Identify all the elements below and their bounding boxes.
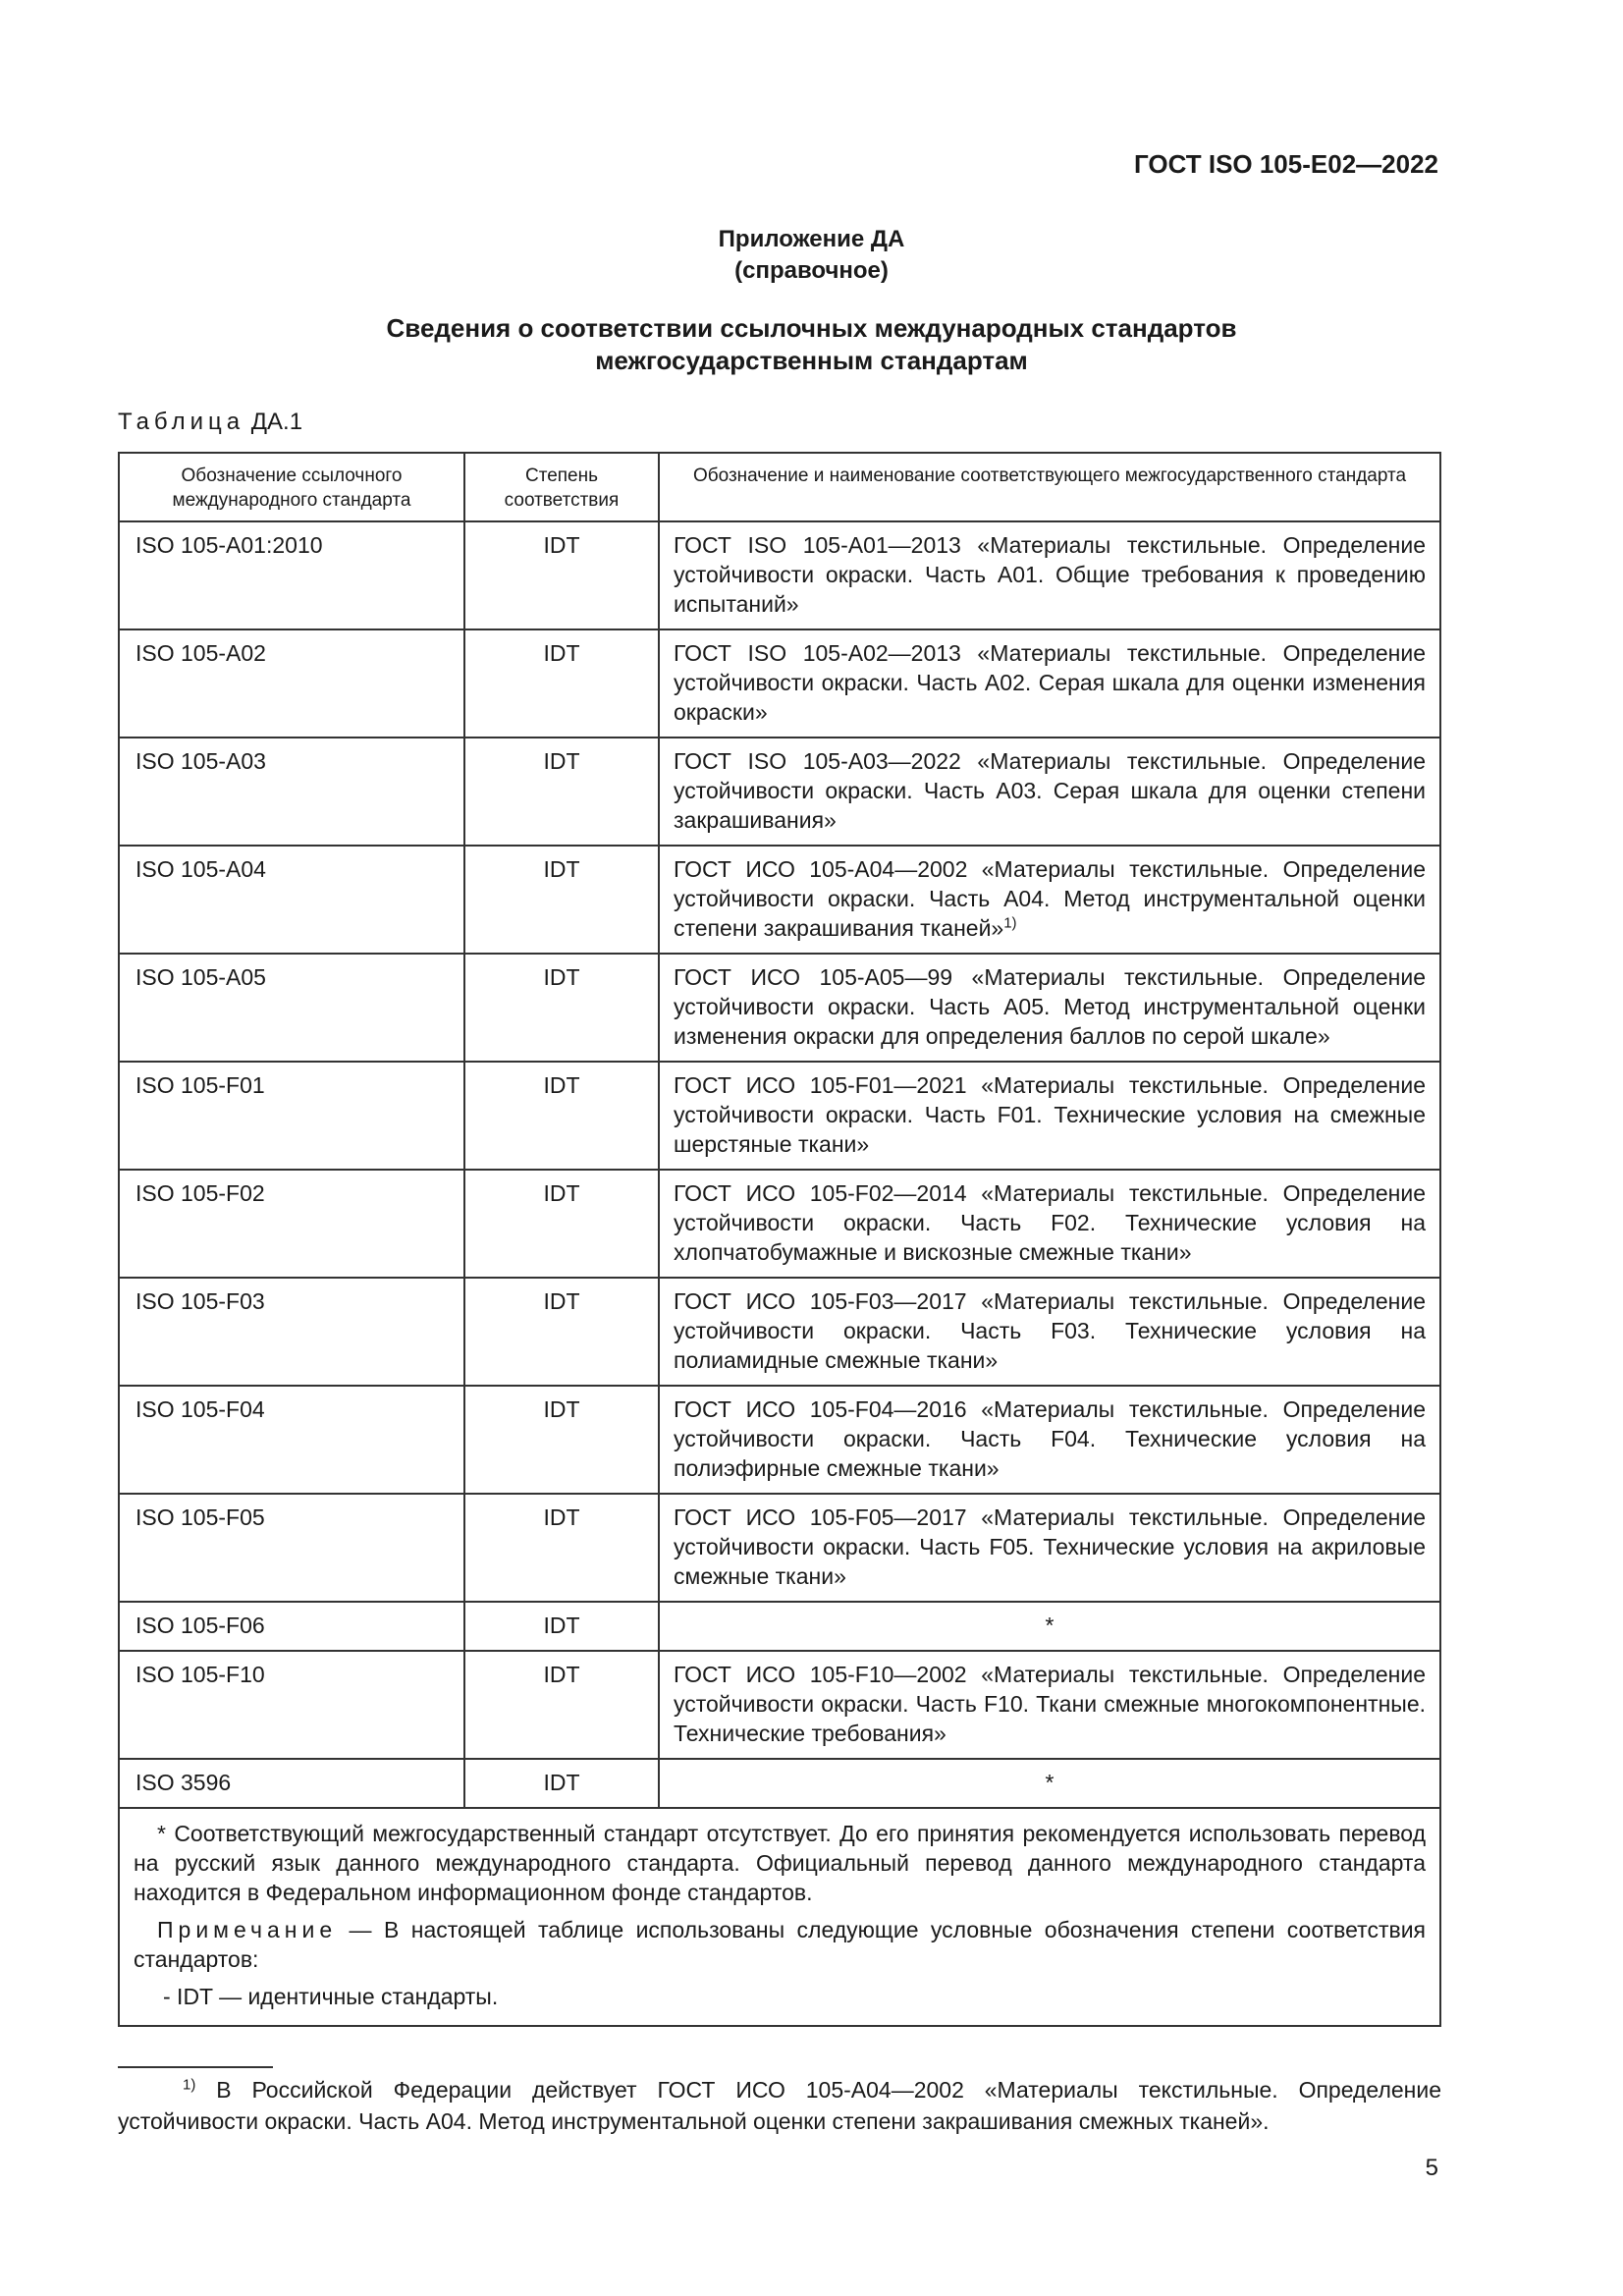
national-standard-cell bbox=[659, 846, 1440, 954]
national-standard-text: ГОСТ ИСО 105-A05—99 «Материалы текстильные. Определение устойчивости окраски. Часть А05. Метод инструментальной оценки изменения окраски для определения баллов по серой шкале» bbox=[674, 964, 1426, 1049]
national-standard-cell bbox=[659, 1651, 1440, 1759]
national-standard-cell bbox=[659, 1170, 1440, 1278]
national-standard-cell bbox=[659, 1494, 1440, 1602]
reference-standard-cell: ISO 105-F01 bbox=[119, 1062, 464, 1170]
reference-standard-cell: ISO 105-F06 bbox=[119, 1602, 464, 1651]
reference-standard-cell: ISO 105-F03 bbox=[119, 1278, 464, 1386]
footnote-marker: 1) bbox=[183, 2076, 196, 2094]
asterisk-note: * Соответствующий межгосударственный стандарт отсутствует. До его принятия рекомендуется использовать перевод на русский язык данного международного стандарта. Официальный перевод данного международного стандарта находится в Федеральном информационном фонде стандартов. bbox=[134, 1821, 1426, 1905]
table-caption-id: ДА.1 bbox=[250, 409, 303, 435]
table-row bbox=[119, 738, 1440, 846]
degree-cell: IDT bbox=[464, 1386, 659, 1494]
degree-cell: IDT bbox=[464, 1651, 659, 1759]
title-line-2: межгосударственным стандартам bbox=[595, 346, 1028, 375]
national-standard-text: ГОСТ ИСО 105-F02—2014 «Материалы текстильные. Определение устойчивости окраски. Часть F02. Технические условия на хлопчатобумажные и вискозные смежные ткани» bbox=[674, 1180, 1426, 1265]
page-number: 5 bbox=[1425, 2155, 1438, 2181]
note-label: Примечание bbox=[157, 1917, 338, 1942]
degree-cell: IDT bbox=[464, 1759, 659, 1808]
table-row bbox=[119, 954, 1440, 1062]
table-row bbox=[119, 1494, 1440, 1602]
correspondence-table bbox=[118, 452, 1441, 2027]
note-paragraph bbox=[134, 1915, 1426, 1974]
degree-cell: IDT bbox=[464, 954, 659, 1062]
table-row bbox=[119, 521, 1440, 629]
national-standard-text: ГОСТ ИСО 105-A04—2002 «Материалы текстильные. Определение устойчивости окраски. Часть А04. Метод инструментальной оценки степени закрашивания тканей» bbox=[674, 856, 1426, 941]
table-row bbox=[119, 846, 1440, 954]
table-row bbox=[119, 1651, 1440, 1759]
document-code: ГОСТ ISO 105-E02—2022 bbox=[1133, 149, 1438, 179]
title-line-1: Сведения о соответствии ссылочных международных стандартов bbox=[386, 313, 1237, 343]
national-standard-text: ГОСТ ISO 105-A01—2013 «Материалы текстильные. Определение устойчивости окраски. Часть А01. Общие требования к проведению испытаний» bbox=[674, 532, 1426, 617]
table-notes bbox=[119, 1808, 1440, 2026]
degree-cell: IDT bbox=[464, 1278, 659, 1386]
table-row bbox=[119, 1602, 1440, 1651]
note-text: — В настоящей таблице использованы следующие условные обозначения степени соответствия стандартов: bbox=[134, 1917, 1426, 1972]
national-standard-cell bbox=[659, 1386, 1440, 1494]
table-row bbox=[119, 1386, 1440, 1494]
reference-standard-cell: ISO 105-F02 bbox=[119, 1170, 464, 1278]
table-row bbox=[119, 1278, 1440, 1386]
degree-cell: IDT bbox=[464, 1602, 659, 1651]
national-standard-text: ГОСТ ISO 105-A03—2022 «Материалы текстильные. Определение устойчивости окраски. Часть А03. Серая шкала для оценки степени закрашивания» bbox=[674, 748, 1426, 833]
national-standard-text: * bbox=[1045, 1613, 1055, 1638]
footnote-text: В Российской Федерации действует ГОСТ ИСО 105-A04—2002 «Материалы текстильные. Определение устойчивости окраски. Часть А04. Метод инструментальной оценки степени закрашивания смежных тканей». bbox=[118, 2077, 1441, 2134]
header-national-standard: Обозначение и наименование соответствующего межгосударственного стандарта bbox=[659, 453, 1440, 521]
degree-cell: IDT bbox=[464, 1494, 659, 1602]
national-standard-text: ГОСТ ИСО 105-F01—2021 «Материалы текстильные. Определение устойчивости окраски. Часть F01. Технические условия на смежные шерстяные ткани» bbox=[674, 1072, 1426, 1157]
national-standard-cell bbox=[659, 1759, 1440, 1808]
reference-standard-cell: ISO 105-F05 bbox=[119, 1494, 464, 1602]
reference-standard-cell: ISO 105-A05 bbox=[119, 954, 464, 1062]
header-degree: Степень соответствия bbox=[464, 453, 659, 521]
national-standard-text: * bbox=[1045, 1770, 1055, 1795]
reference-standard-cell: ISO 105-A01:2010 bbox=[119, 521, 464, 629]
national-standard-text: ГОСТ ИСО 105-F04—2016 «Материалы текстильные. Определение устойчивости окраски. Часть F04. Технические условия на полиэфирные смежные ткани» bbox=[674, 1396, 1426, 1481]
degree-cell: IDT bbox=[464, 846, 659, 954]
national-standard-cell bbox=[659, 1602, 1440, 1651]
header-reference: Обозначение ссылочного международного стандарта bbox=[119, 453, 464, 521]
national-standard-cell bbox=[659, 954, 1440, 1062]
table-caption bbox=[118, 409, 302, 436]
national-standard-cell bbox=[659, 738, 1440, 846]
table-row bbox=[119, 1170, 1440, 1278]
table-header-row bbox=[119, 453, 1440, 521]
national-standard-text: ГОСТ ИСО 105-F10—2002 «Материалы текстильные. Определение устойчивости окраски. Часть F10. Ткани смежные многокомпонентные. Технические требования» bbox=[674, 1662, 1426, 1746]
national-standard-cell bbox=[659, 521, 1440, 629]
footnote-reference: 1) bbox=[1003, 914, 1017, 932]
reference-standard-cell: ISO 105-A03 bbox=[119, 738, 464, 846]
table-row bbox=[119, 629, 1440, 738]
national-standard-text: ГОСТ ISO 105-A02—2013 «Материалы текстильные. Определение устойчивости окраски. Часть А02. Серая шкала для оценки изменения окраски» bbox=[674, 640, 1426, 725]
degree-cell: IDT bbox=[464, 629, 659, 738]
table-row bbox=[119, 1759, 1440, 1808]
reference-standard-cell: ISO 3596 bbox=[119, 1759, 464, 1808]
national-standard-cell bbox=[659, 1062, 1440, 1170]
national-standard-text: ГОСТ ИСО 105-F03—2017 «Материалы текстильные. Определение устойчивости окраски. Часть F03. Технические условия на полиамидные смежные ткани» bbox=[674, 1288, 1426, 1373]
annex-label: Приложение ДА bbox=[718, 226, 905, 252]
reference-standard-cell: ISO 105-F10 bbox=[119, 1651, 464, 1759]
table-caption-prefix: Таблица bbox=[118, 409, 245, 435]
national-standard-text: ГОСТ ИСО 105-F05—2017 «Материалы текстильные. Определение устойчивости окраски. Часть F05. Технические условия на акриловые смежные ткани» bbox=[674, 1504, 1426, 1589]
national-standard-cell bbox=[659, 1278, 1440, 1386]
degree-cell: IDT bbox=[464, 738, 659, 846]
reference-standard-cell: ISO 105-A04 bbox=[119, 846, 464, 954]
table-notes-row bbox=[119, 1808, 1440, 2026]
table-row bbox=[119, 1062, 1440, 1170]
reference-standard-cell: ISO 105-F04 bbox=[119, 1386, 464, 1494]
footnote-divider bbox=[118, 2066, 273, 2068]
national-standard-cell bbox=[659, 629, 1440, 738]
section-title bbox=[255, 312, 1368, 377]
footnote bbox=[118, 2074, 1441, 2137]
degree-cell: IDT bbox=[464, 1170, 659, 1278]
annex-heading bbox=[0, 224, 1623, 287]
reference-standard-cell: ISO 105-A02 bbox=[119, 629, 464, 738]
degree-cell: IDT bbox=[464, 521, 659, 629]
annex-status: (справочное) bbox=[734, 257, 889, 284]
note-list-item: - IDT — идентичные стандарты. bbox=[163, 1984, 499, 2009]
degree-cell: IDT bbox=[464, 1062, 659, 1170]
